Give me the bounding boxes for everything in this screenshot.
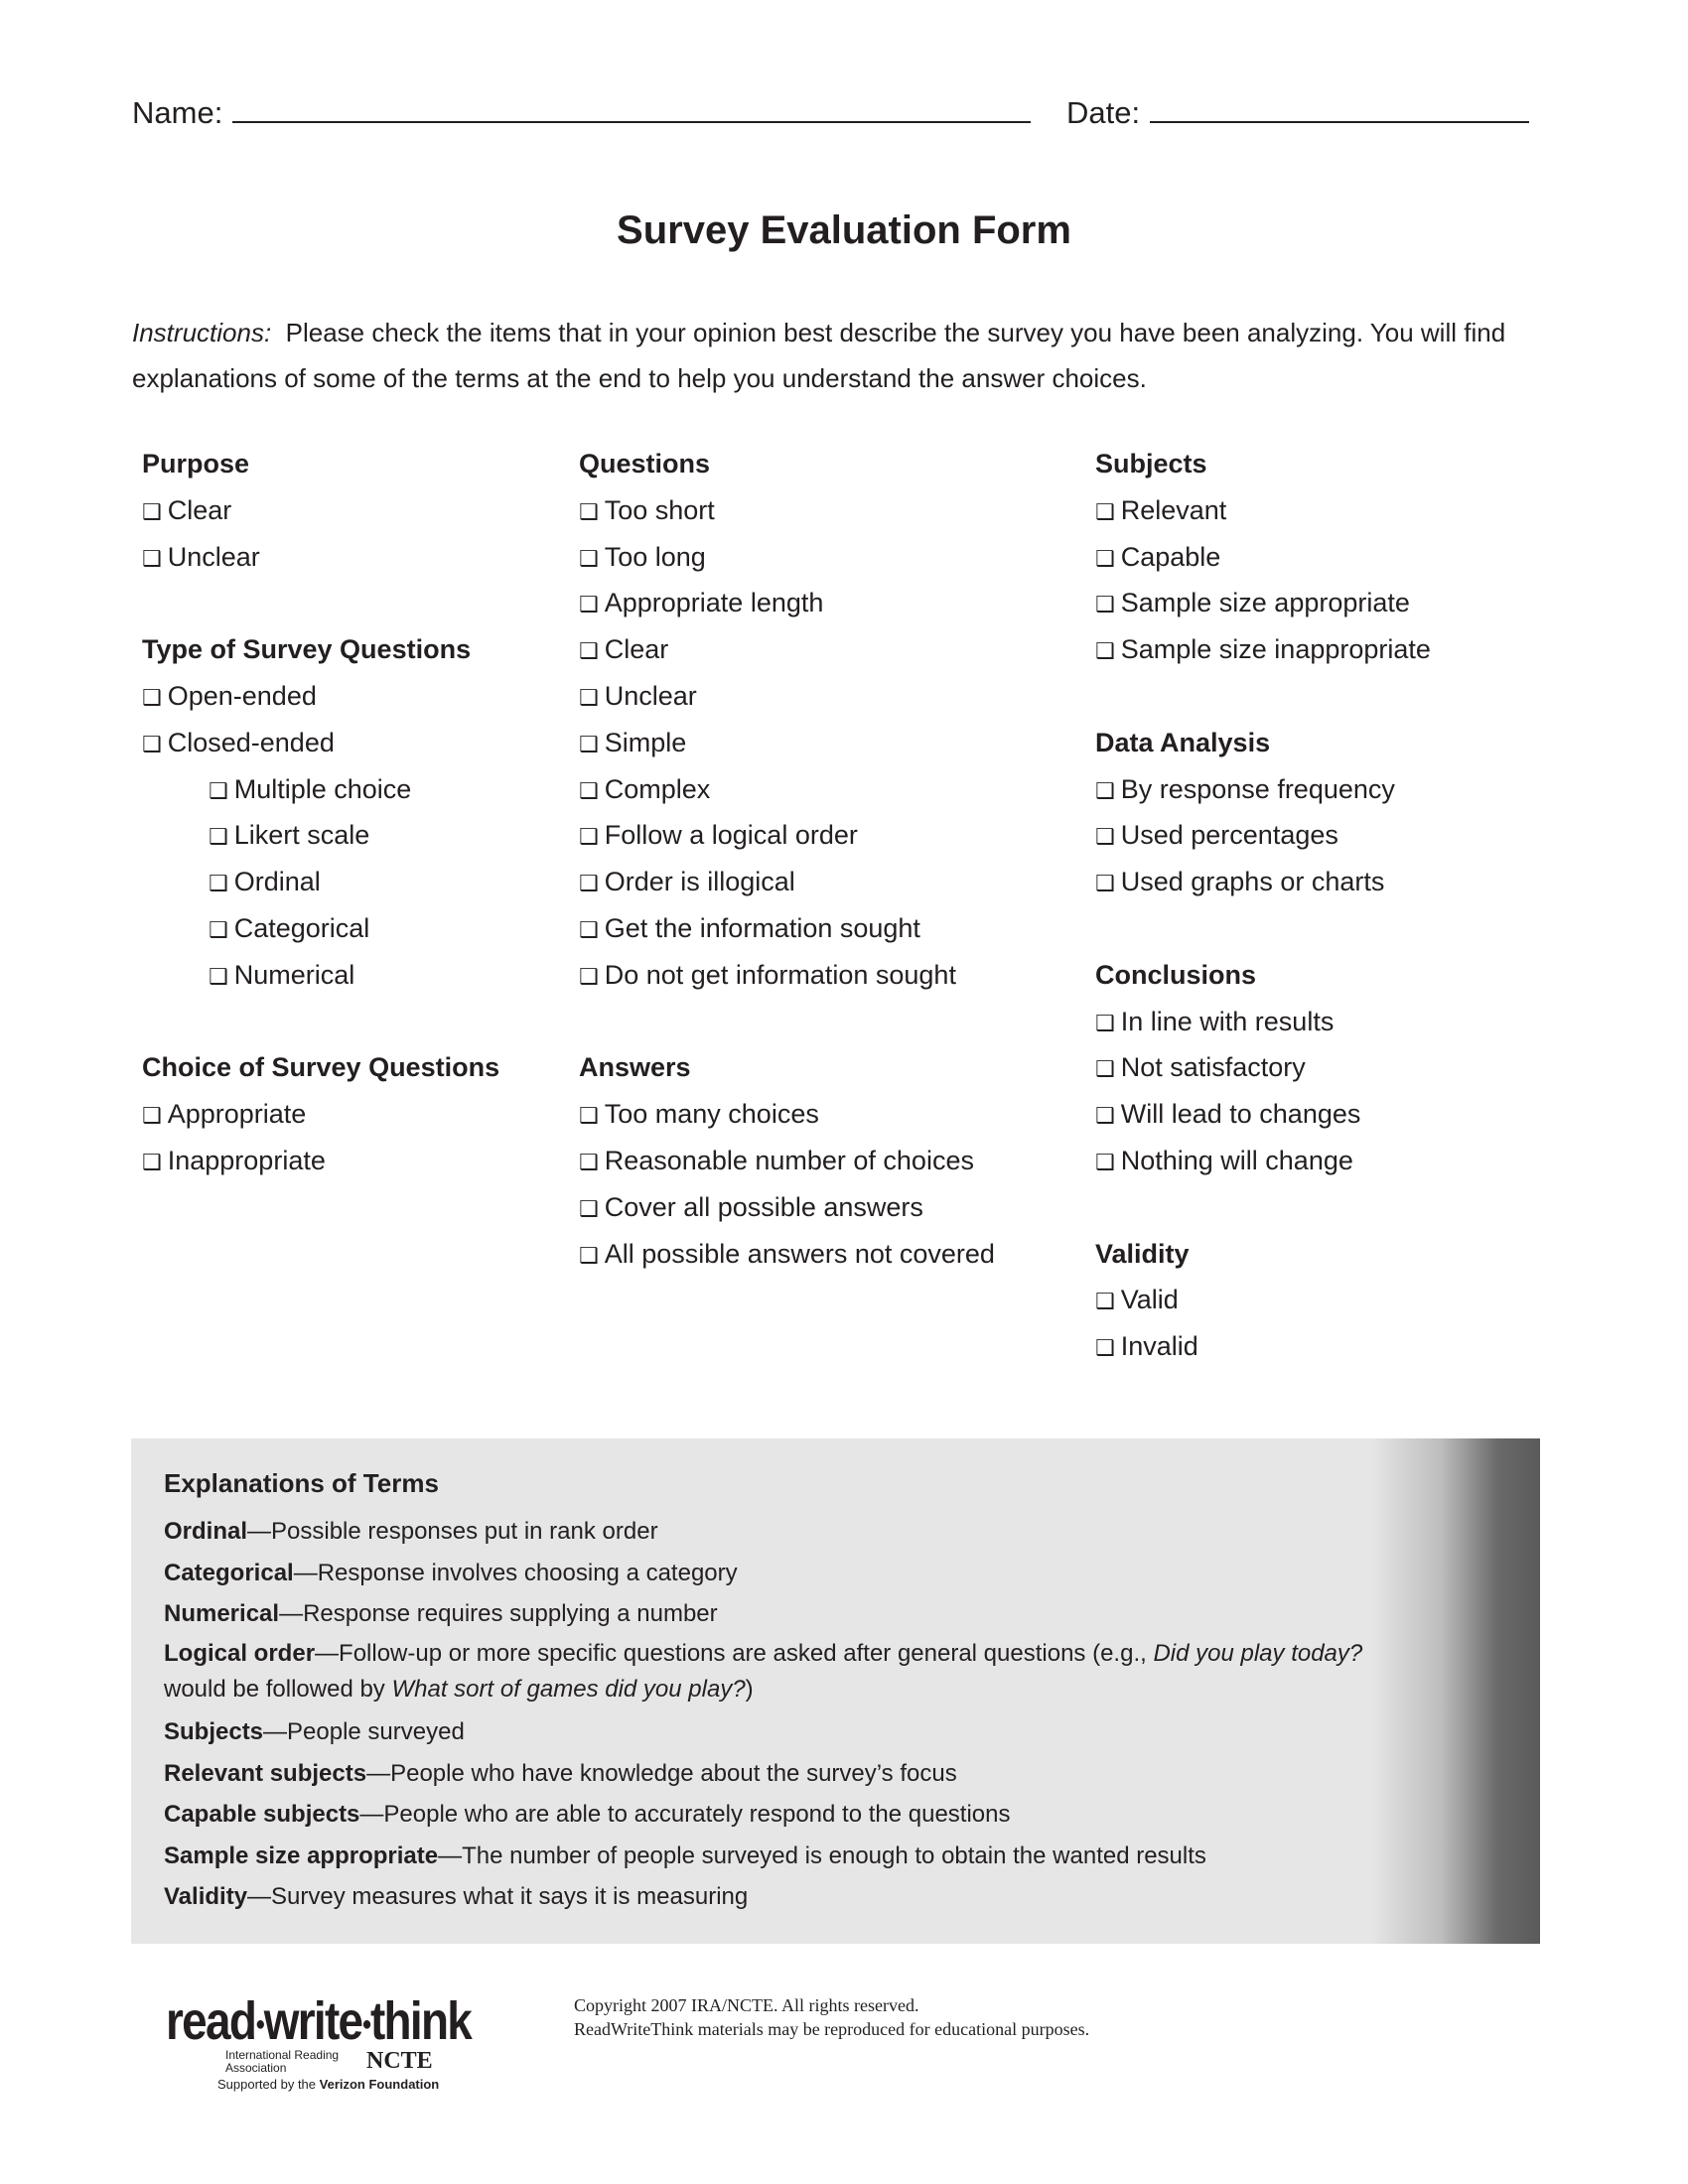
term: Sample size appropriate xyxy=(164,1842,439,1869)
checkbox-item[interactable] xyxy=(1095,1277,1431,1323)
term-definition xyxy=(164,1600,718,1628)
example: Did you play today? xyxy=(1153,1639,1363,1667)
checkbox-icon[interactable]: ❑ xyxy=(1095,872,1115,897)
checkbox-icon[interactable]: ❑ xyxy=(142,1150,162,1175)
checkbox-item[interactable] xyxy=(1095,534,1431,581)
section-heading: Type of Survey Questions xyxy=(142,634,472,665)
checkbox-item[interactable] xyxy=(1095,812,1431,859)
section-heading: Answers xyxy=(579,1052,691,1083)
checkbox-icon[interactable]: ❑ xyxy=(579,593,599,618)
term-definition xyxy=(164,1518,658,1546)
instructions-text: Please check the items that in your opinion best describe the survey you have been analyzing. You will find explanations of some of the terms at the end to help you understand the answer choices. xyxy=(132,318,1506,393)
checkbox-item[interactable] xyxy=(1095,1091,1431,1138)
checkbox-item[interactable] xyxy=(142,487,499,534)
checkbox-icon[interactable]: ❑ xyxy=(579,872,599,897)
checkbox-item[interactable] xyxy=(1095,1323,1431,1370)
readwritethink-logo xyxy=(166,1990,524,2092)
section-heading: Purpose xyxy=(142,449,250,478)
checkbox-icon[interactable]: ❑ xyxy=(579,778,599,804)
definition: —Survey measures what it says it is measuring xyxy=(247,1883,749,1910)
checkbox-icon[interactable]: ❑ xyxy=(1095,1290,1115,1315)
name-line[interactable] xyxy=(232,91,1031,123)
term: Subjects xyxy=(164,1718,264,1745)
checkbox-label: Simple xyxy=(604,727,687,757)
term-definition xyxy=(164,1718,465,1746)
instructions-label: Instructions: xyxy=(132,318,272,347)
checkbox-icon[interactable]: ❑ xyxy=(1095,639,1115,665)
checkbox-item[interactable] xyxy=(1095,1138,1431,1184)
name-field[interactable] xyxy=(132,91,1031,131)
section-heading: Validity xyxy=(1095,1238,1190,1269)
checkbox-item[interactable] xyxy=(142,859,499,905)
checkbox-icon[interactable]: ❑ xyxy=(1095,1104,1115,1130)
explanations-heading: Explanations of Terms xyxy=(164,1468,439,1498)
checkbox-item[interactable] xyxy=(142,952,499,999)
term: Relevant subjects xyxy=(164,1759,367,1787)
checkbox-icon[interactable]: ❑ xyxy=(142,685,162,711)
checkbox-icon[interactable]: ❑ xyxy=(209,872,228,897)
reproduce-text: ReadWriteThink materials may be reproduced for educational purposes. xyxy=(574,2019,1090,2039)
section-heading: Data Analysis xyxy=(1095,727,1271,757)
checkbox-label: Closed-ended xyxy=(167,727,335,757)
checkbox-icon[interactable]: ❑ xyxy=(209,825,228,851)
checkbox-label: Unclear xyxy=(167,541,260,572)
checkbox-item[interactable] xyxy=(1095,487,1431,534)
checkbox-item[interactable] xyxy=(579,720,995,766)
section-heading: Conclusions xyxy=(1095,959,1257,990)
checkbox-icon[interactable]: ❑ xyxy=(1095,778,1115,804)
checkbox-icon[interactable]: ❑ xyxy=(579,639,599,665)
date-label: Date: xyxy=(1066,95,1141,130)
page-title: Survey Evaluation Form xyxy=(617,208,1071,252)
definition: —People surveyed xyxy=(263,1718,465,1745)
checkbox-label: Reasonable number of choices xyxy=(604,1145,974,1175)
checkbox-label: Not satisfactory xyxy=(1120,1052,1306,1083)
logo-wordmark: read●write●think xyxy=(166,1991,472,2051)
definition: —The number of people surveyed is enough to obtain the wanted results xyxy=(438,1842,1206,1869)
checkbox-item[interactable] xyxy=(142,812,499,859)
date-line[interactable] xyxy=(1150,91,1529,123)
checkbox-item[interactable] xyxy=(1095,626,1431,673)
checkbox-icon[interactable]: ❑ xyxy=(1095,1336,1115,1362)
checkbox-label: Sample size appropriate xyxy=(1120,588,1410,618)
checkbox-label: Too many choices xyxy=(604,1099,819,1130)
checkbox-icon[interactable]: ❑ xyxy=(579,1196,599,1222)
checkbox-label: Open-ended xyxy=(167,680,317,711)
term-definition xyxy=(164,1560,738,1587)
checkbox-item[interactable] xyxy=(142,720,499,766)
checkbox-label: All possible answers not covered xyxy=(604,1238,995,1269)
checkbox-label: Follow a logical order xyxy=(604,820,858,851)
checkbox-icon[interactable]: ❑ xyxy=(579,825,599,851)
definition: —Possible responses put in rank order xyxy=(247,1518,658,1545)
checkbox-icon[interactable]: ❑ xyxy=(1095,1011,1115,1036)
copyright-notice xyxy=(574,1993,1089,2041)
term-definition xyxy=(164,1760,957,1788)
term-definition xyxy=(164,1636,1362,1707)
term-definition xyxy=(164,1883,748,1911)
checkbox-icon[interactable]: ❑ xyxy=(142,546,162,572)
checkbox-icon[interactable]: ❑ xyxy=(1095,499,1115,525)
term: Ordinal xyxy=(164,1518,248,1545)
checkbox-icon[interactable]: ❑ xyxy=(1095,825,1115,851)
checkbox-label: Cover all possible answers xyxy=(604,1191,923,1222)
checkbox-label: Multiple choice xyxy=(233,773,412,804)
checkbox-item[interactable] xyxy=(142,1091,499,1138)
checkbox-label: Valid xyxy=(1120,1285,1179,1315)
checkbox-label: By response frequency xyxy=(1120,773,1395,804)
checkbox-icon[interactable]: ❑ xyxy=(209,778,228,804)
term-definition xyxy=(164,1801,1010,1829)
checkbox-label: Too long xyxy=(604,541,706,572)
checkbox-label: Inappropriate xyxy=(167,1145,326,1175)
column-1 xyxy=(142,441,499,1184)
checkbox-icon[interactable]: ❑ xyxy=(579,1104,599,1130)
checkbox-icon[interactable]: ❑ xyxy=(209,917,228,943)
section-heading: Choice of Survey Questions xyxy=(142,1052,500,1083)
name-label: Name: xyxy=(132,95,223,130)
term: Categorical xyxy=(164,1559,294,1586)
section-heading: Subjects xyxy=(1095,449,1207,478)
checkbox-item[interactable] xyxy=(579,626,995,673)
checkbox-item[interactable] xyxy=(579,580,995,626)
checkbox-icon[interactable]: ❑ xyxy=(1095,593,1115,618)
date-field[interactable] xyxy=(1066,91,1529,131)
checkbox-icon[interactable]: ❑ xyxy=(209,964,228,990)
term: Capable subjects xyxy=(164,1801,360,1828)
checkbox-label: Capable xyxy=(1120,541,1221,572)
copyright-text: Copyright 2007 IRA/NCTE. All rights reserved. xyxy=(574,1995,919,2015)
checkbox-item[interactable] xyxy=(1095,859,1431,905)
term: Logical order xyxy=(164,1639,316,1667)
checkbox-item[interactable] xyxy=(142,766,499,813)
checkbox-icon[interactable]: ❑ xyxy=(1095,546,1115,572)
checkbox-label: Used percentages xyxy=(1120,820,1338,851)
support-line: Supported by the Verizon Foundation xyxy=(217,2077,440,2092)
checkbox-item[interactable] xyxy=(579,1138,995,1184)
checkbox-label: Complex xyxy=(604,773,711,804)
checkbox-item[interactable] xyxy=(579,859,995,905)
checkbox-label: Get the information sought xyxy=(604,912,920,943)
checkbox-icon[interactable]: ❑ xyxy=(579,546,599,572)
checkbox-icon[interactable]: ❑ xyxy=(142,1104,162,1130)
checkbox-label: Relevant xyxy=(1120,494,1227,525)
checkbox-icon[interactable]: ❑ xyxy=(579,685,599,711)
definition-cont: would be followed by xyxy=(164,1675,392,1703)
column-2 xyxy=(579,441,995,1277)
checkbox-label: In line with results xyxy=(1120,1006,1335,1036)
checkbox-label: Ordinal xyxy=(233,867,321,897)
checkbox-icon[interactable]: ❑ xyxy=(579,732,599,757)
checkbox-item[interactable] xyxy=(1095,766,1431,813)
checkbox-label: Nothing will change xyxy=(1120,1145,1353,1175)
definition: —Response involves choosing a category xyxy=(293,1559,738,1586)
checkbox-icon[interactable]: ❑ xyxy=(142,499,162,525)
checkbox-label: Clear xyxy=(167,494,232,525)
checkbox-item[interactable] xyxy=(579,1091,995,1138)
checkbox-item[interactable] xyxy=(1095,580,1431,626)
section-heading: Questions xyxy=(579,449,711,478)
instructions xyxy=(132,310,1542,401)
checkbox-label: Will lead to changes xyxy=(1120,1099,1361,1130)
checkbox-label: Used graphs or charts xyxy=(1120,867,1385,897)
checkbox-label: Invalid xyxy=(1120,1331,1198,1362)
checkbox-label: Numerical xyxy=(233,959,355,990)
checkbox-label: Too short xyxy=(604,494,715,525)
checkbox-item[interactable] xyxy=(142,905,499,952)
definition-end: ) xyxy=(745,1675,754,1703)
checkbox-item[interactable] xyxy=(579,812,995,859)
checkbox-item[interactable] xyxy=(142,673,499,720)
checkbox-label: Clear xyxy=(604,634,669,665)
checkbox-icon[interactable]: ❑ xyxy=(579,499,599,525)
checkbox-label: Categorical xyxy=(233,912,370,943)
ncte-logo: NCTE xyxy=(366,2048,433,2074)
checkbox-item[interactable] xyxy=(1095,999,1431,1045)
checkbox-label: Appropriate length xyxy=(604,588,824,618)
definition: —Follow-up or more specific questions are asked after general questions (e.g., xyxy=(315,1639,1154,1667)
term-definition xyxy=(164,1843,1206,1870)
checkbox-item[interactable] xyxy=(579,1184,995,1231)
checkbox-item[interactable] xyxy=(579,905,995,952)
checkbox-label: Sample size inappropriate xyxy=(1120,634,1431,665)
checkbox-item[interactable] xyxy=(579,534,995,581)
checkbox-icon[interactable]: ❑ xyxy=(1095,1057,1115,1083)
checkbox-icon[interactable]: ❑ xyxy=(142,732,162,757)
checkbox-label: Likert scale xyxy=(233,820,370,851)
checkbox-item[interactable] xyxy=(142,534,499,581)
checkbox-label: Do not get information sought xyxy=(604,959,956,990)
definition: —People who have knowledge about the survey’s focus xyxy=(366,1759,957,1787)
example: What sort of games did you play? xyxy=(391,1675,746,1703)
checkbox-item[interactable] xyxy=(579,766,995,813)
checkbox-icon[interactable]: ❑ xyxy=(579,917,599,943)
checkbox-item[interactable] xyxy=(1095,1044,1431,1091)
checkbox-item[interactable] xyxy=(142,1138,499,1184)
ira-logo: International Reading Association xyxy=(225,2047,340,2075)
checkbox-item[interactable] xyxy=(579,487,995,534)
column-3 xyxy=(1095,441,1431,1370)
checkbox-icon[interactable]: ❑ xyxy=(579,964,599,990)
checkbox-label: Order is illogical xyxy=(604,867,795,897)
definition: —People who are able to accurately respond to the questions xyxy=(359,1801,1011,1828)
checkbox-label: Appropriate xyxy=(167,1099,307,1130)
explanations-box xyxy=(131,1438,1540,1944)
checkbox-item[interactable] xyxy=(579,673,995,720)
definition: —Response requires supplying a number xyxy=(279,1600,718,1627)
checkbox-icon[interactable]: ❑ xyxy=(579,1150,599,1175)
checkbox-item[interactable] xyxy=(579,952,995,999)
checkbox-item[interactable] xyxy=(579,1231,995,1278)
term: Validity xyxy=(164,1883,248,1910)
checkbox-icon[interactable]: ❑ xyxy=(579,1243,599,1269)
term: Numerical xyxy=(164,1600,280,1627)
checkbox-icon[interactable]: ❑ xyxy=(1095,1150,1115,1175)
checkbox-label: Unclear xyxy=(604,680,697,711)
